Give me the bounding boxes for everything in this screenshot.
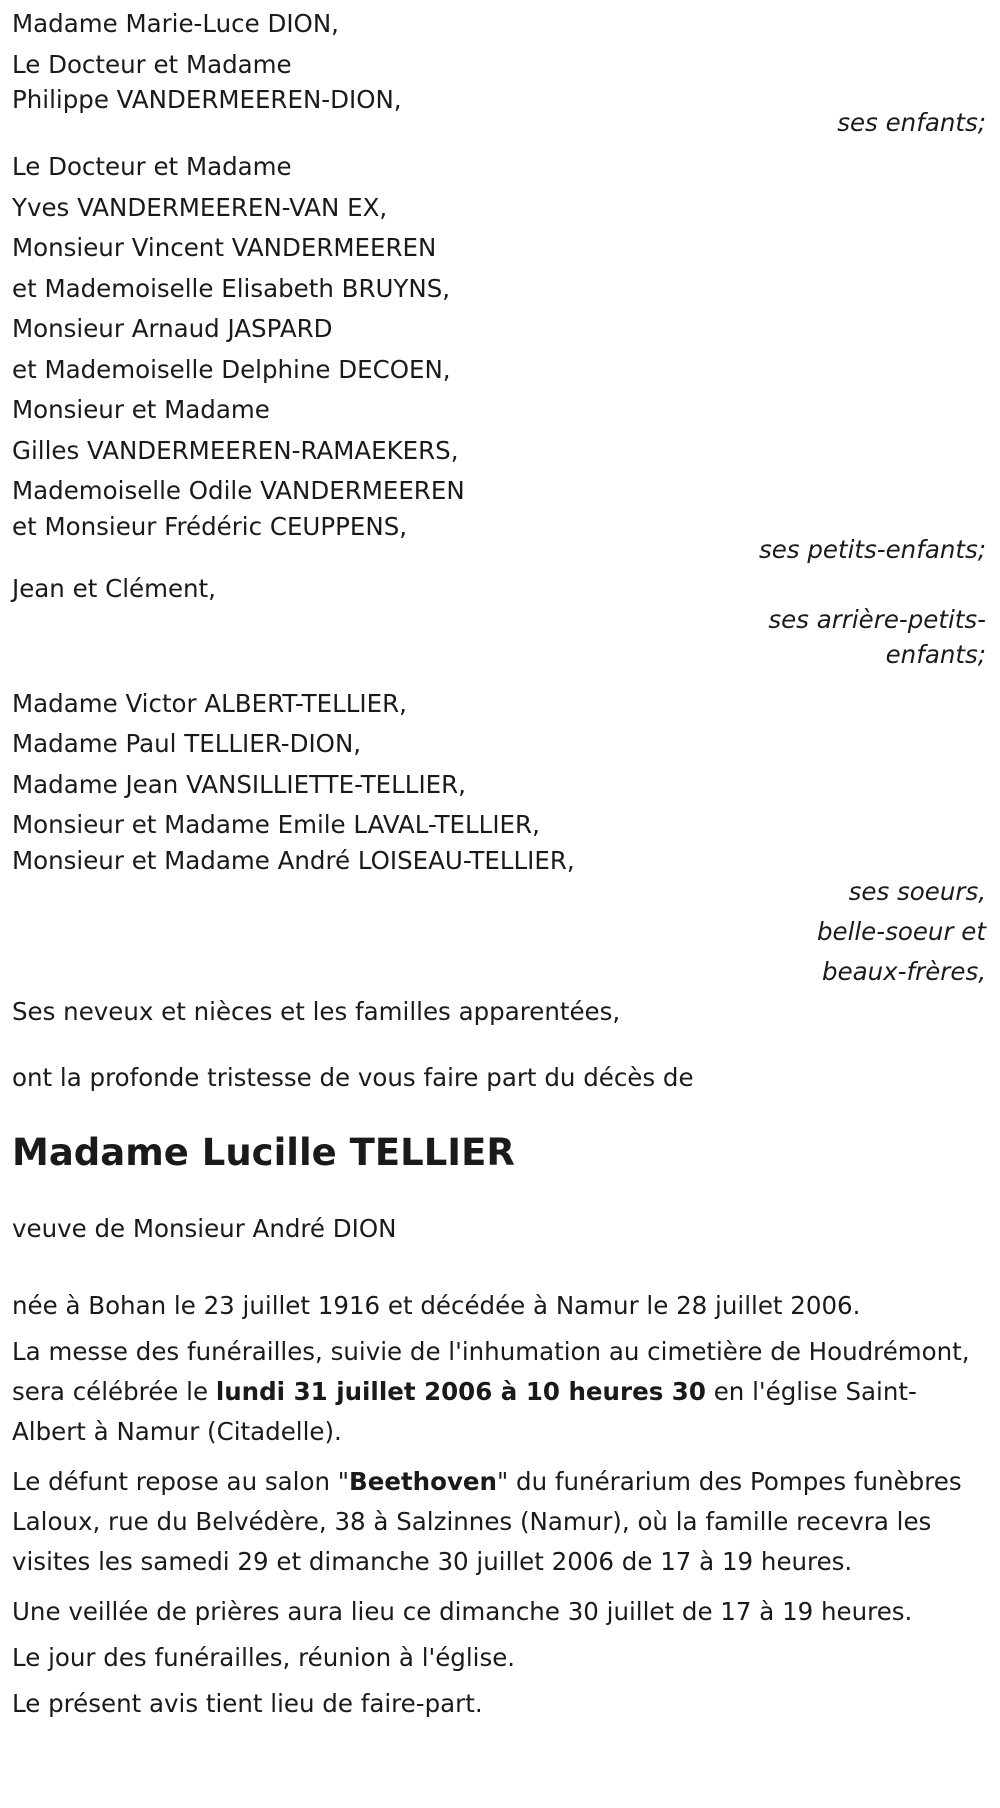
funeral-text-start: La messe des funérailles, suivie de l'inhumation au cimetière de Houdrémont, sera célébrée le xyxy=(12,1337,970,1406)
rest-text-start: Le défunt repose au salon " xyxy=(12,1467,350,1496)
relation-label: ses petits-enfants; xyxy=(758,534,986,564)
rest-paragraph xyxy=(12,1462,988,1582)
name-line: Madame Marie-Luce DION, xyxy=(12,9,339,38)
name-line: et Mademoiselle Elisabeth BRUYNS, xyxy=(12,273,451,303)
name-line: Le Docteur et Madame xyxy=(12,49,292,79)
relation-label-line: beaux-frères, xyxy=(822,956,986,986)
name-line: Philippe VANDERMEEREN-DION, xyxy=(12,85,402,114)
funeral-date: lundi 31 juillet 2006 à 10 heures 30 xyxy=(215,1377,706,1406)
deceased-name: Madame Lucille TELLIER xyxy=(12,1130,515,1174)
relation-label-line: enfants; xyxy=(885,639,986,669)
name-line: Monsieur Vincent VANDERMEEREN xyxy=(12,233,437,262)
rest-text-end: " du funérarium des Pompes funèbres Laloux, rue du Belvédère, 38 à Salzinnes (Namur), où la famille recevra les visites les samedi 29 et dimanche 30 juillet 2006 de 17 à 19 heures. xyxy=(12,1467,962,1576)
funeral-text-end: en l'église Saint-Albert à Namur (Citadelle). xyxy=(12,1377,917,1446)
widow-of-line: veuve de Monsieur André DION xyxy=(12,1213,397,1243)
meeting-line: Le jour des funérailles, réunion à l'église. xyxy=(12,1643,516,1672)
salon-name: Beethoven xyxy=(349,1467,497,1496)
children-section xyxy=(12,0,988,135)
name-line: Mademoiselle Odile VANDERMEEREN xyxy=(12,476,465,505)
name-line: Yves VANDERMEEREN-VAN EX, xyxy=(12,192,388,222)
relation-label: ses enfants; xyxy=(837,108,986,137)
name-line: Madame Jean VANSILLIETTE-TELLIER, xyxy=(12,769,466,799)
name-line: et Monsieur Frédéric CEUPPENS, xyxy=(12,511,408,541)
announcement-line: ont la profonde tristesse de vous faire part du décès de xyxy=(12,1063,694,1092)
siblings-section xyxy=(12,684,988,992)
funeral-paragraph xyxy=(12,1332,988,1452)
name-line: Monsieur et Madame Emile LAVAL-TELLIER, xyxy=(12,810,540,839)
grandchildren-section xyxy=(12,147,988,562)
name-line: Monsieur Arnaud JASPARD xyxy=(12,314,333,343)
name-line: Jean et Clément, xyxy=(12,573,216,603)
relation-label xyxy=(12,872,988,992)
name-line: Gilles VANDERMEEREN-RAMAEKERS, xyxy=(12,435,459,465)
name-line: Madame Victor ALBERT-TELLIER, xyxy=(12,688,407,718)
name-line: Le Docteur et Madame xyxy=(12,152,292,181)
relatives-line: Ses neveux et nièces et les familles apparentées, xyxy=(12,996,621,1026)
great-grandchildren-section xyxy=(12,574,988,670)
name-line: Monsieur et Madame xyxy=(12,395,270,424)
relation-label-line: ses soeurs, xyxy=(848,876,986,906)
name-line: Madame Paul TELLIER-DION, xyxy=(12,729,362,758)
relation-label-line: ses arrière-petits- xyxy=(768,604,986,634)
relation-label-line: belle-soeur et xyxy=(816,916,986,946)
birth-death-line: née à Bohan le 23 juillet 1916 et décédée à Namur le 28 juillet 2006. xyxy=(12,1291,861,1320)
name-line: et Mademoiselle Delphine DECOEN, xyxy=(12,354,451,384)
relation-label xyxy=(12,600,988,670)
notice-line: Le présent avis tient lieu de faire-part. xyxy=(12,1689,483,1718)
name-line: Monsieur et Madame André LOISEAU-TELLIER, xyxy=(12,845,575,875)
vigil-line: Une veillée de prières aura lieu ce dimanche 30 juillet de 17 à 19 heures. xyxy=(12,1597,913,1626)
